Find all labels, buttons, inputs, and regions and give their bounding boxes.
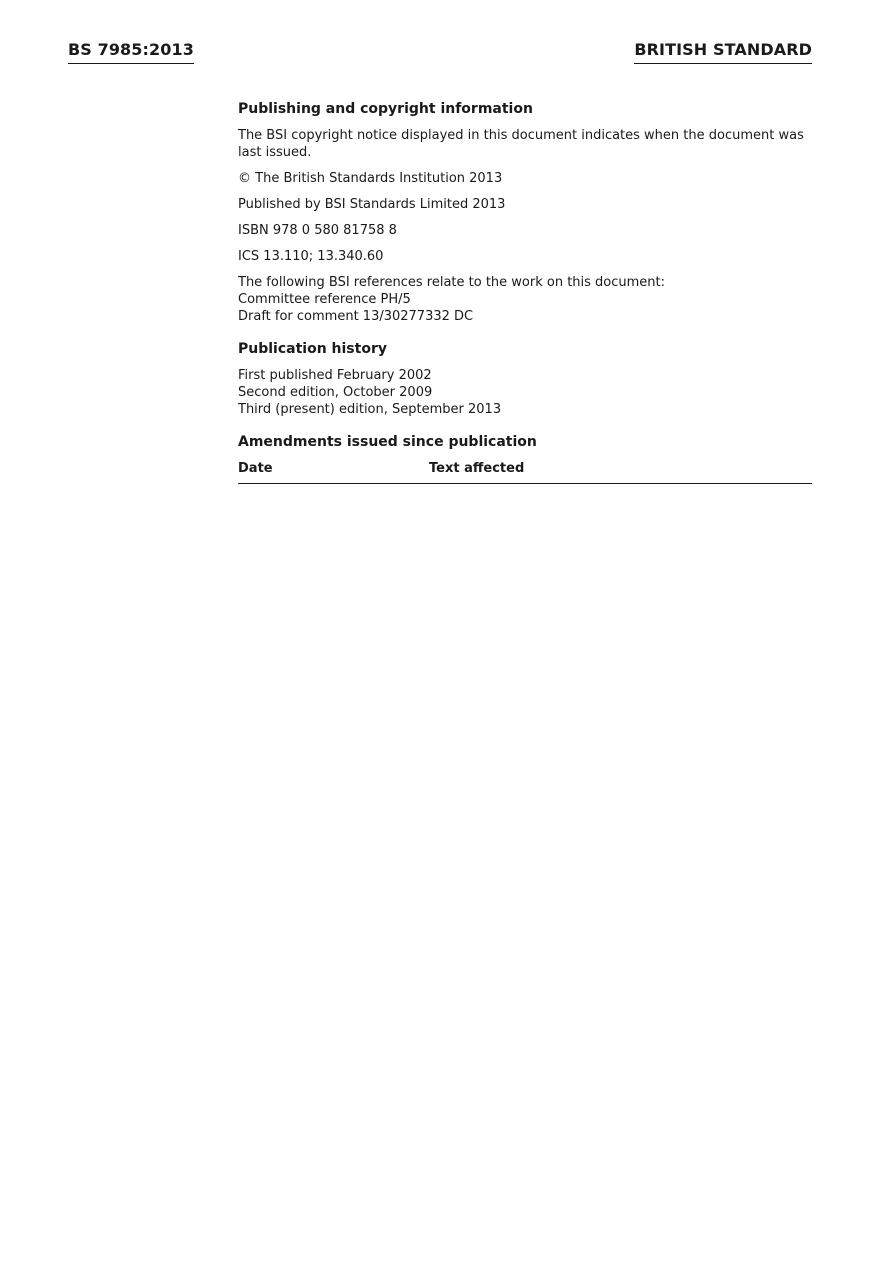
- amendments-table-header: [238, 460, 812, 484]
- references-intro: The following BSI references relate to the work on this document:: [238, 275, 666, 290]
- bsi-references: [238, 274, 812, 325]
- copyright-line: © The British Standards Institution 2013: [238, 171, 503, 186]
- document-type: BRITISH STANDARD: [634, 40, 812, 64]
- column-text-affected: Text affected: [429, 461, 525, 476]
- amendments-heading: Amendments issued since publication: [238, 434, 537, 450]
- ics-line: ICS 13.110; 13.340.60: [238, 249, 384, 264]
- committee-reference: Committee reference PH/5: [238, 292, 411, 307]
- publishing-heading: Publishing and copyright information: [238, 101, 533, 117]
- history-item: First published February 2002: [238, 368, 432, 383]
- publishing-info-section: [238, 99, 812, 484]
- document-code: BS 7985:2013: [68, 40, 194, 64]
- copyright-notice: The BSI copyright notice displayed in this document indicates when the document was last issued.: [238, 128, 804, 160]
- history-item: Third (present) edition, September 2013: [238, 402, 502, 417]
- draft-reference: Draft for comment 13/30277332 DC: [238, 309, 474, 324]
- history-item: Second edition, October 2009: [238, 385, 433, 400]
- history-heading: Publication history: [238, 341, 387, 357]
- column-date: Date: [238, 461, 273, 476]
- publisher-line: Published by BSI Standards Limited 2013: [238, 197, 506, 212]
- history-list: [238, 367, 812, 418]
- isbn-line: ISBN 978 0 580 81758 8: [238, 223, 397, 238]
